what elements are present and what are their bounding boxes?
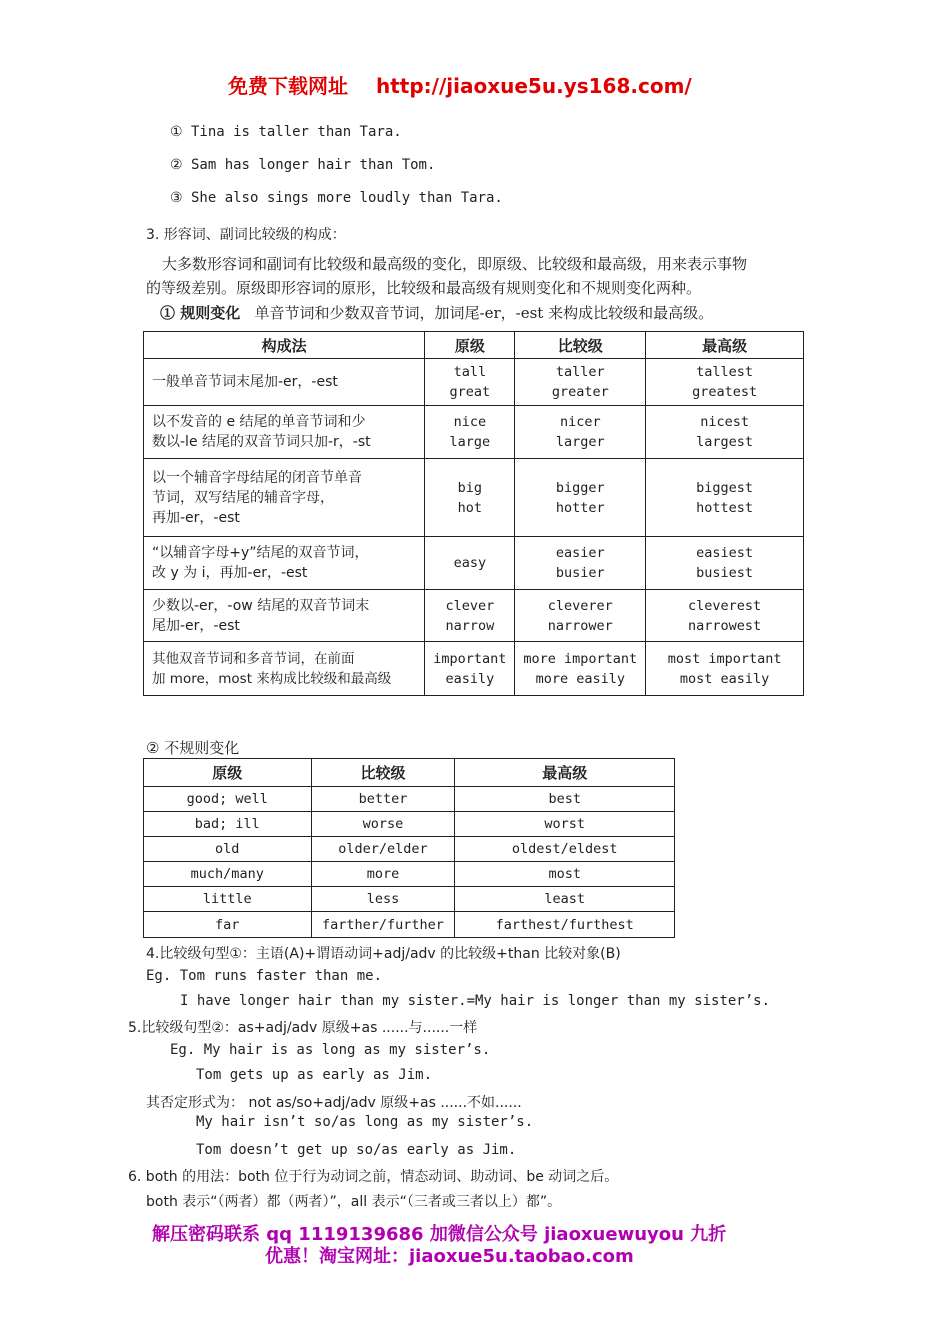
- section3-heading: 3. 形容词、副词比较级的构成：: [146, 227, 346, 243]
- base-cell: nice large: [425, 406, 515, 459]
- comparative-cell: older/elder: [311, 837, 455, 862]
- comparative-cell: farther/further: [311, 912, 455, 938]
- base-cell: far: [144, 912, 312, 938]
- example-1: ① Tina is taller than Tara.: [170, 124, 402, 140]
- comparative-cell: taller greater: [515, 359, 646, 406]
- base-cell: important easily: [425, 642, 515, 696]
- table-row: [144, 406, 804, 459]
- col-comparative: 比较级: [515, 332, 646, 359]
- comparative-cell: nicer larger: [515, 406, 646, 459]
- col-base: 原级: [425, 332, 515, 359]
- col-comparative: 比较级: [311, 759, 455, 787]
- table-row: [144, 887, 675, 912]
- example-3: ③ She also sings more loudly than Tara.: [170, 190, 503, 206]
- base-cell: tall great: [425, 359, 515, 406]
- section6-heading: 6. both 的用法：both 位于行为动词之前，情态动词、助动词、be 动词之后。: [128, 1169, 619, 1185]
- method-cell: 其他双音节词和多音节词，在前面 加 more，most 来构成比较级和最高级: [144, 642, 425, 696]
- comparative-cell: worse: [311, 812, 455, 837]
- base-cell: good; well: [144, 787, 312, 812]
- superlative-cell: easiest busiest: [646, 537, 804, 590]
- section4-eg2: I have longer hair than my sister.=My hair is longer than my sister’s.: [180, 993, 771, 1009]
- regular-table: [143, 331, 804, 696]
- superlative-cell: best: [455, 787, 675, 812]
- base-cell: clever narrow: [425, 590, 515, 642]
- col-method: 构成法: [144, 332, 425, 359]
- comparative-cell: easier busier: [515, 537, 646, 590]
- rule-label: ① 规则变化: [160, 304, 241, 322]
- superlative-cell: biggest hottest: [646, 459, 804, 537]
- irregular-label: ② 不规则变化: [146, 739, 240, 757]
- rule-text: 单音节词和少数双音节词，加词尾-er，-est 来构成比较级和最高级。: [254, 304, 714, 322]
- header-url[interactable]: http://jiaoxue5u.ys168.com/: [376, 74, 692, 98]
- superlative-cell: tallest greatest: [646, 359, 804, 406]
- comparative-cell: more important more easily: [515, 642, 646, 696]
- footer-line2: 优惠！淘宝网址：jiaoxue5u.taobao.com: [265, 1246, 634, 1267]
- table-row: [144, 912, 675, 938]
- superlative-cell: most: [455, 862, 675, 887]
- section5-neg-eg1: My hair isn’t so/as long as my sister’s.: [196, 1114, 534, 1130]
- comparative-cell: less: [311, 887, 455, 912]
- table-row: [144, 590, 804, 642]
- table-row: [144, 837, 675, 862]
- section6-text: both 表示“（两者）都（两者）”，all 表示“（三者或三者以上）都”。: [146, 1194, 562, 1210]
- base-cell: bad; ill: [144, 812, 312, 837]
- base-cell: much/many: [144, 862, 312, 887]
- irregular-table: [143, 758, 675, 938]
- section4-eg1: Eg. Tom runs faster than me.: [146, 968, 383, 984]
- superlative-cell: nicest largest: [646, 406, 804, 459]
- superlative-cell: worst: [455, 812, 675, 837]
- table-row: [144, 537, 804, 590]
- irregular-table-header: [144, 759, 675, 787]
- base-cell: little: [144, 887, 312, 912]
- section3-rule: [160, 302, 713, 323]
- section5-heading: 5.比较级句型②：as+adj/adv 原级+as ......与......一样: [128, 1020, 478, 1036]
- col-superlative: 最高级: [646, 332, 804, 359]
- table-row: [144, 459, 804, 537]
- table-row: [144, 787, 675, 812]
- method-cell: “以辅音字母+y”结尾的双音节词， 改 y 为 i，再加-er，-est: [144, 537, 425, 590]
- section5-negative: 其否定形式为： not as/so+adj/adv 原级+as ......不如......: [146, 1095, 522, 1111]
- superlative-cell: cleverest narrowest: [646, 590, 804, 642]
- regular-table-header: [144, 332, 804, 359]
- col-base: 原级: [144, 759, 312, 787]
- superlative-cell: oldest/eldest: [455, 837, 675, 862]
- superlative-cell: farthest/furthest: [455, 912, 675, 938]
- table-row: [144, 862, 675, 887]
- footer-line1: 解压密码联系 qq 1119139686 加微信公众号 jiaoxuewuyou 九折: [152, 1224, 727, 1245]
- comparative-cell: more: [311, 862, 455, 887]
- col-superlative: 最高级: [455, 759, 675, 787]
- superlative-cell: least: [455, 887, 675, 912]
- comparative-cell: better: [311, 787, 455, 812]
- section5-eg1: Eg. My hair is as long as my sister’s.: [170, 1042, 491, 1058]
- superlative-cell: most important most easily: [646, 642, 804, 696]
- section3-para1: 大多数形容词和副词有比较级和最高级的变化，即原级、比较级和最高级，用来表示事物: [162, 255, 748, 273]
- base-cell: big hot: [425, 459, 515, 537]
- base-cell: old: [144, 837, 312, 862]
- section3-para2: 的等级差别。原级即形容词的原形，比较级和最高级有规则变化和不规则变化两种。: [146, 279, 702, 297]
- section5-eg2: Tom gets up as early as Jim.: [196, 1067, 433, 1083]
- example-2: ② Sam has longer hair than Tom.: [170, 157, 436, 173]
- comparative-cell: bigger hotter: [515, 459, 646, 537]
- method-cell: 少数以-er，-ow 结尾的双音节词末 尾加-er，-est: [144, 590, 425, 642]
- comparative-cell: cleverer narrower: [515, 590, 646, 642]
- table-row: [144, 642, 804, 696]
- base-cell: easy: [425, 537, 515, 590]
- method-cell: 以不发音的 e 结尾的单音节词和少 数以-le 结尾的双音节词只加-r，-st: [144, 406, 425, 459]
- method-cell: 以一个辅音字母结尾的闭音节单音 节词，双写结尾的辅音字母， 再加-er，-est: [144, 459, 425, 537]
- section4-heading: 4.比较级句型①：主语(A)+谓语动词+adj/adv 的比较级+than 比较对象(B): [146, 946, 621, 962]
- table-row: [144, 812, 675, 837]
- method-cell: 一般单音节词末尾加-er，-est: [144, 359, 425, 406]
- section5-neg-eg2: Tom doesn’t get up so/as early as Jim.: [196, 1142, 517, 1158]
- header-title: 免费下载网址 http://jiaoxue5u.ys168.com/: [228, 74, 692, 98]
- table-row: [144, 359, 804, 406]
